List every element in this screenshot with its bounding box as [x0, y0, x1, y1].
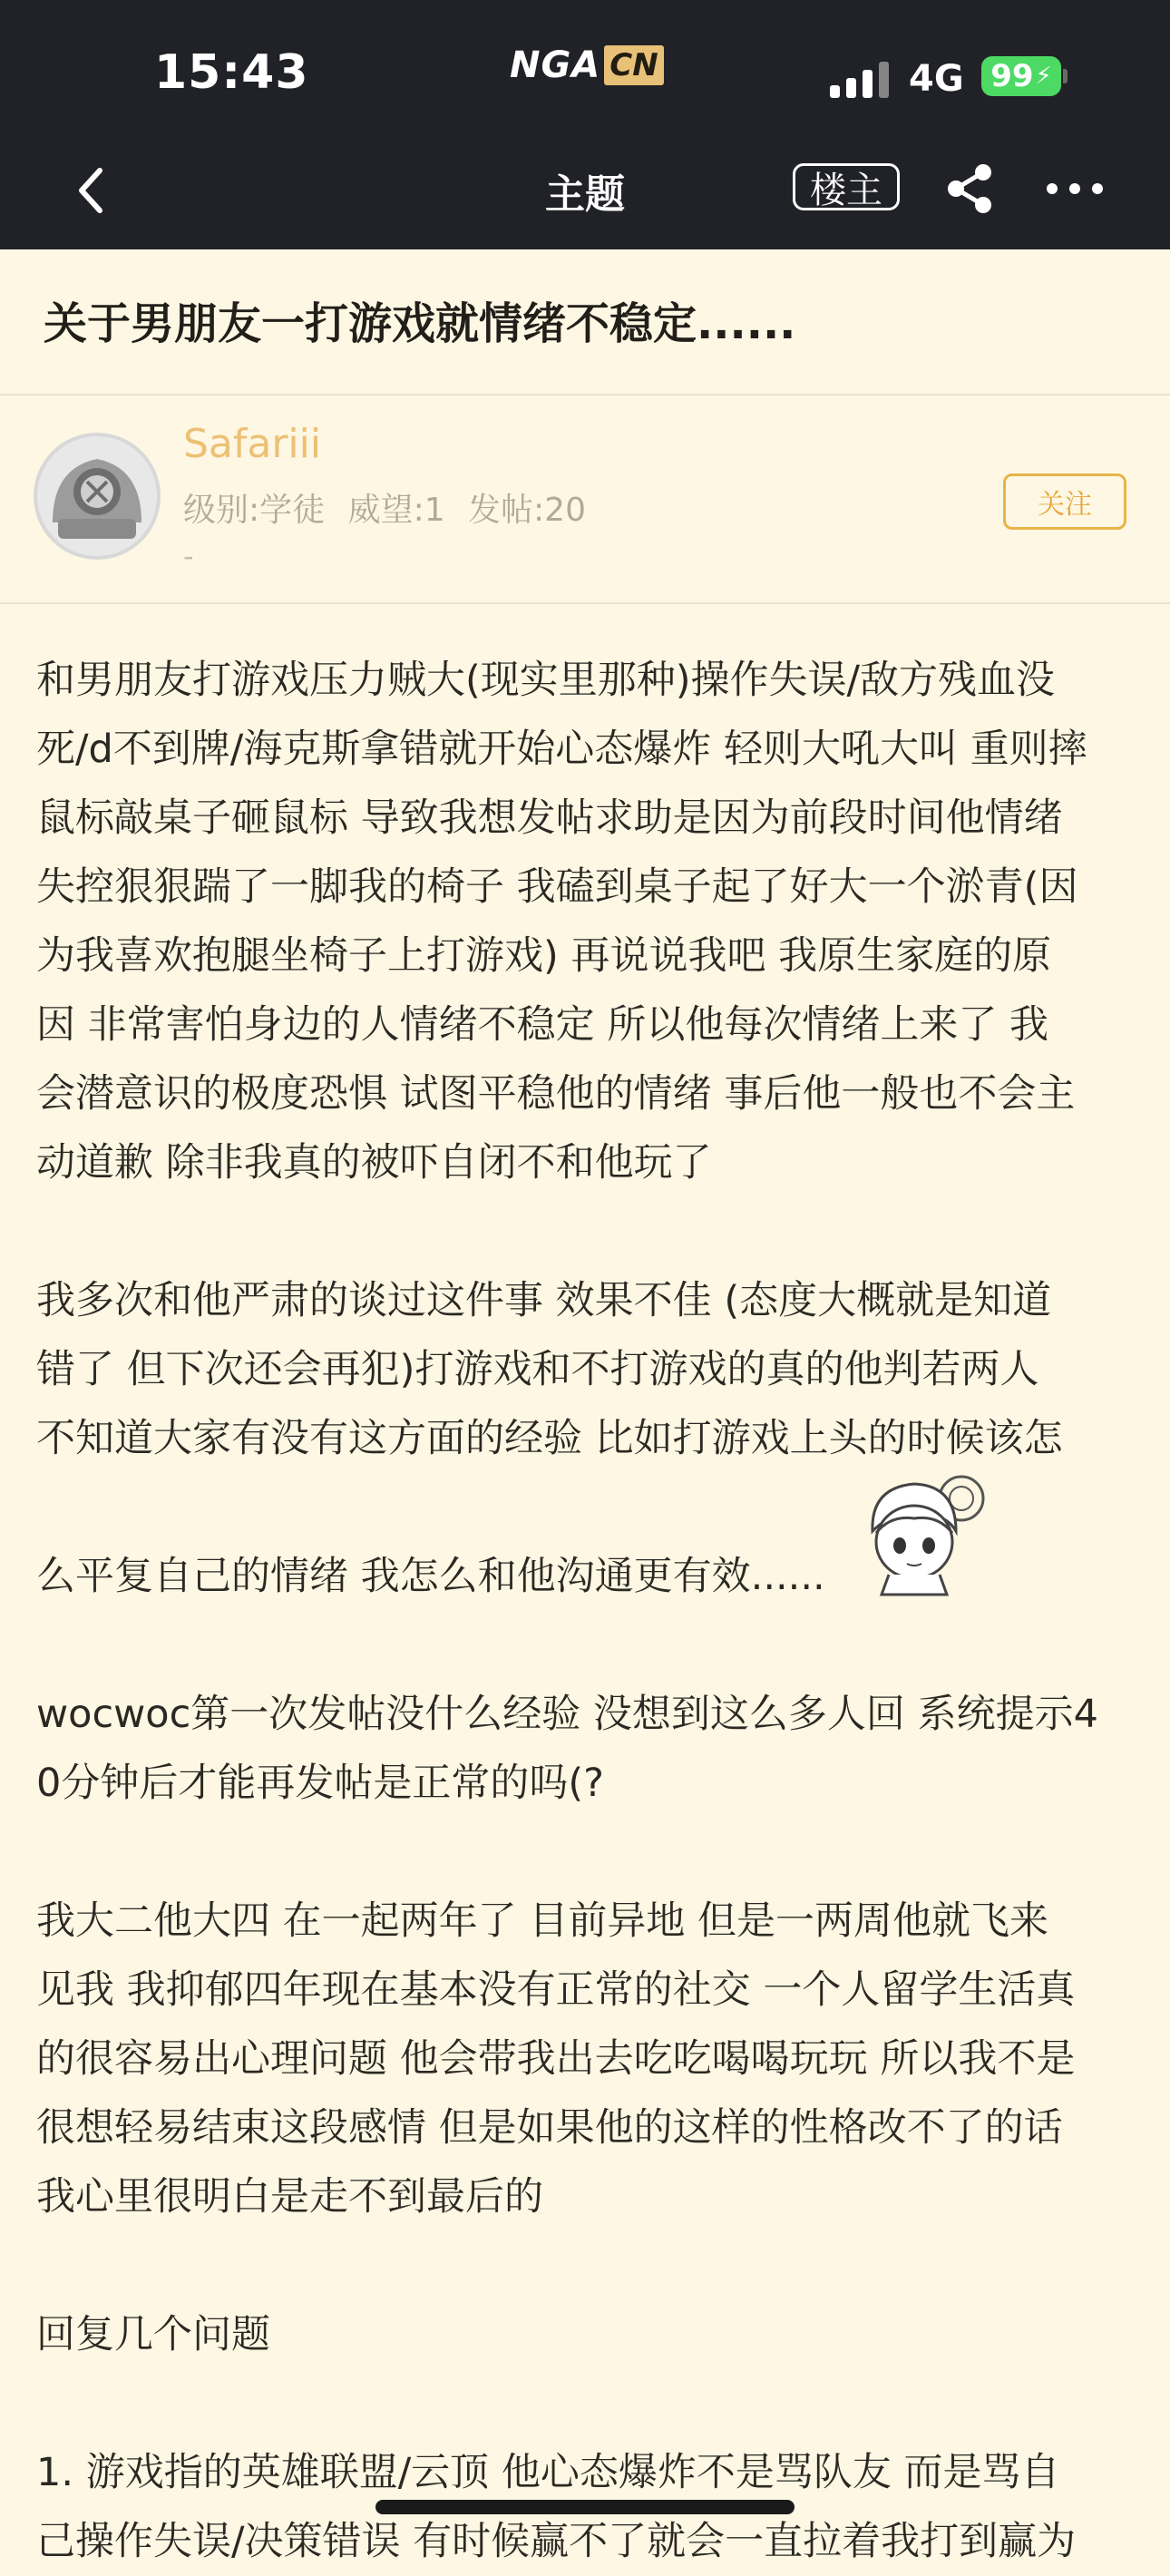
louzhu-label: 楼主: [810, 169, 882, 211]
status-time: 15:43: [154, 45, 309, 100]
post-line: 为我喜欢抱腿坐椅子上打游戏) 再说说我吧 我原生家庭的原: [36, 933, 1052, 979]
divider: [0, 602, 1170, 604]
louzhu-button[interactable]: [793, 163, 900, 210]
post-line: 己操作失误/决策错误 有时候赢不了就会一直拉着我打到赢为: [36, 2519, 1077, 2564]
post-line: 0分钟后才能再发帖是正常的吗(?: [36, 1761, 604, 1806]
follow-label: 关注: [1038, 489, 1092, 521]
more-icon[interactable]: [1043, 176, 1107, 201]
battery-nub: [1063, 69, 1068, 83]
post-line: 和男朋友打游戏压力贼大(现实里那种)操作失误/敌方残血没: [36, 658, 1056, 703]
anime-girl-sticker-icon: [854, 1468, 990, 1596]
logo-main: NGA: [510, 44, 601, 86]
avatar[interactable]: [33, 432, 161, 561]
post-line: 很想轻易结束这段感情 但是如果他的这样的性格改不了的话: [36, 2105, 1063, 2151]
post-line: 回复几个问题: [36, 2312, 270, 2357]
post-line: 我大二他大四 在一起两年了 目前异地 但是一两周他就飞来: [36, 1898, 1049, 1944]
post-line: 动道歉 除非我真的被吓自闭不和他玩了: [36, 1140, 712, 1186]
follow-button[interactable]: [1003, 473, 1126, 530]
post-line: 因 非常害怕身边的人情绪不稳定 所以他每次情绪上来了 我: [36, 1002, 1049, 1048]
network-type: 4G: [909, 58, 964, 100]
nga-logo: [510, 42, 664, 89]
battery-level: 99: [990, 58, 1034, 94]
post-line: 见我 我抑郁四年现在基本没有正常的社交 一个人留学生活真: [36, 1967, 1076, 2013]
post-line: 1. 游戏指的英雄联盟/云顶 他心态爆炸不是骂队友 而是骂自: [36, 2450, 1060, 2495]
post-line: 我心里很明白是走不到最后的: [36, 2174, 543, 2220]
post-line: 么平复自己的情绪 我怎么和他沟通更有效......: [36, 1554, 825, 1599]
author-signature: -: [183, 539, 194, 573]
post-line: 我多次和他严肃的谈过这件事 效果不佳 (态度大概就是知道: [36, 1278, 1052, 1323]
top-header: [0, 0, 1170, 249]
post-line: wocwoc第一次发帖没什么经验 没想到这么多人回 系统提示4: [36, 1692, 1098, 1737]
post-line: 会潜意识的极度恐惧 试图平稳他的情绪 事后他一般也不会主: [36, 1071, 1076, 1117]
battery-icon: 99 ⚡: [981, 56, 1061, 96]
post-line: 死/d不到牌/海克斯拿错就开始心态爆炸 轻则大吼大叫 重则摔: [36, 727, 1087, 772]
logo-suffix: CN: [604, 45, 663, 85]
post-line: [36, 1818, 1138, 1887]
post-line: 失控狠狠踹了一脚我的椅子 我磕到桌子起了好大一个淤青(因: [36, 864, 1078, 910]
divider: [0, 394, 1170, 395]
author-name[interactable]: Safariii: [183, 421, 322, 467]
post-line: [36, 1197, 1138, 1266]
post-line: 的很容易出心理问题 他会带我出去吃吃喝喝玩玩 所以我不是: [36, 2036, 1076, 2082]
nav-title: 主题: [545, 171, 625, 218]
home-indicator[interactable]: [375, 2500, 795, 2514]
post-line: 不知道大家有没有这方面的经验 比如打游戏上头的时候该怎: [36, 1416, 1063, 1461]
post-line: [36, 1611, 1138, 1680]
author-meta: 级别:学徒 威望:1 发帖:20: [183, 492, 586, 529]
post-line: [36, 2369, 1138, 2438]
post-line: 错了 但下次还会再犯)打游戏和不打游戏的真的他判若两人: [36, 1347, 1039, 1392]
signal-icon: [830, 60, 889, 98]
thread-title: 关于男朋友一打游戏就情绪不稳定......: [44, 298, 796, 349]
post-line: [36, 2231, 1138, 2300]
post-body: [36, 646, 1138, 2576]
share-icon[interactable]: [943, 163, 998, 214]
post-line: 鼠标敲桌子砸鼠标 导致我想发帖求助是因为前段时间他情绪: [36, 795, 1063, 841]
